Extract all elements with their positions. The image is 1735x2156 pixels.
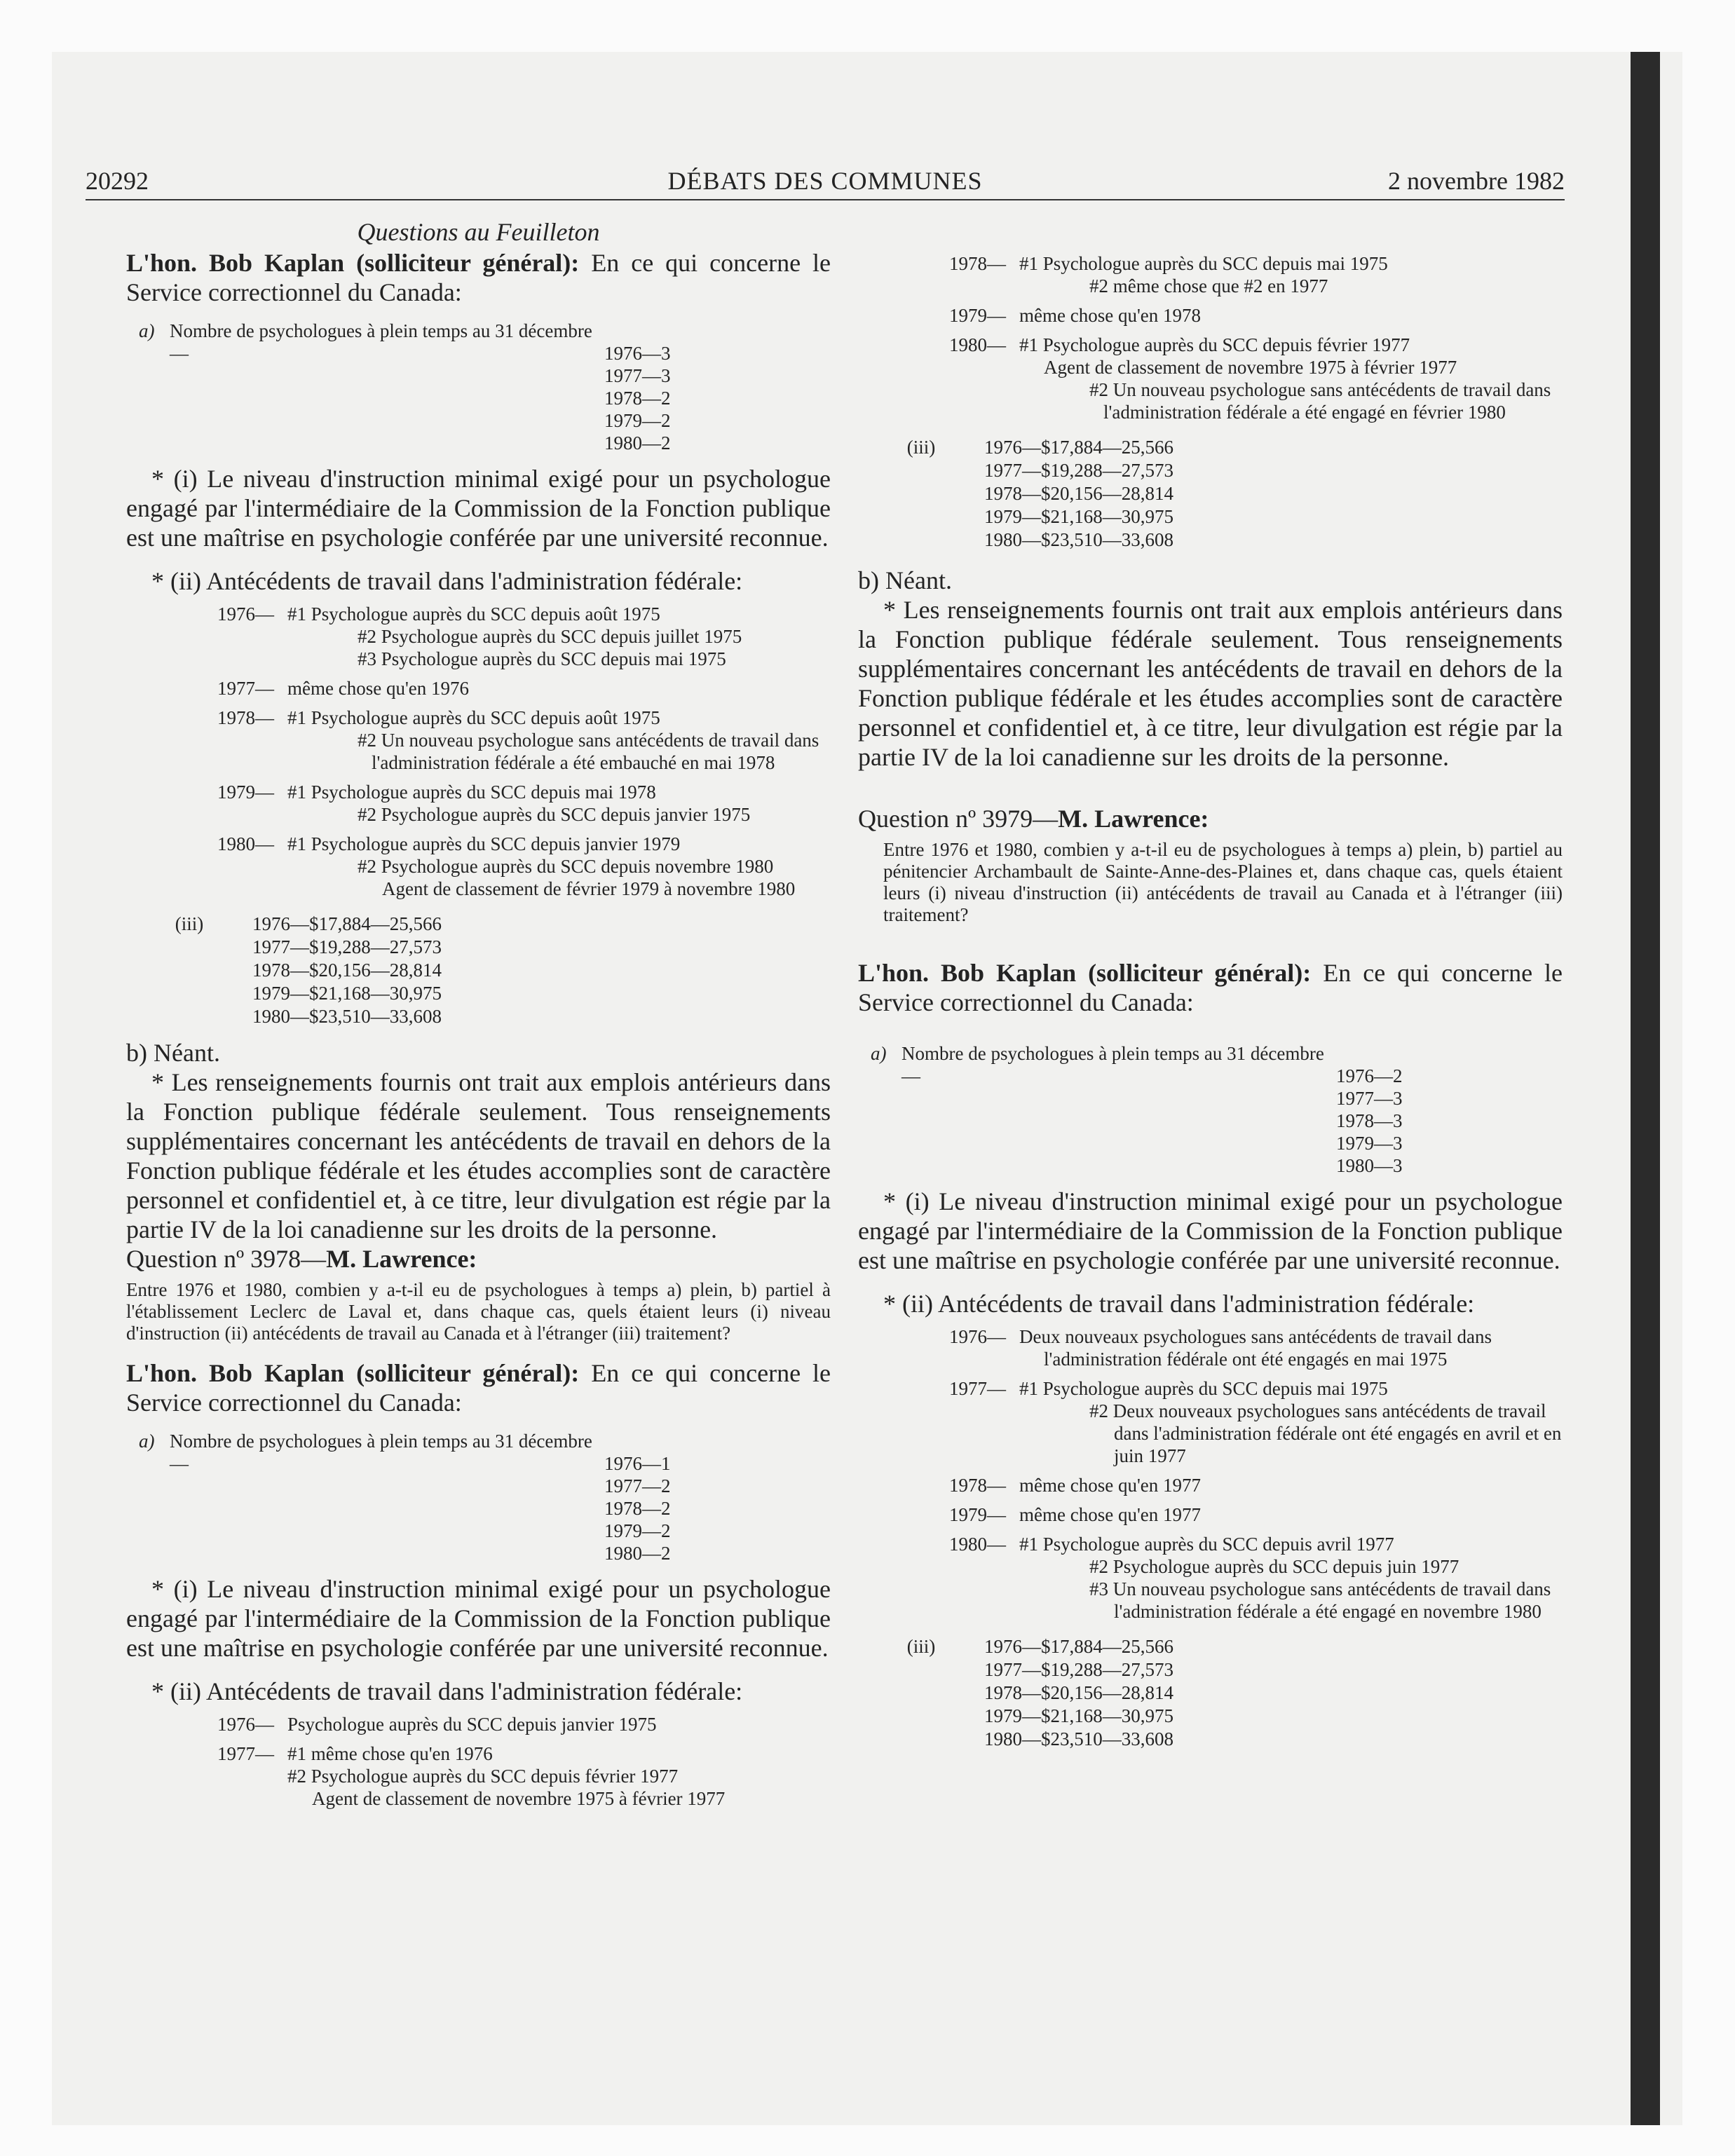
entry-text (287, 1742, 831, 1810)
entry-line: Psychologue auprès du SCC depuis janvier 1975 (287, 1714, 657, 1735)
entry-line: #1 Psychologue auprès du SCC depuis août 1975 (287, 603, 660, 625)
part-ii-entries (217, 603, 831, 900)
entry-line: #2 Psychologue auprès du SCC depuis juin 1977 (1089, 1556, 1460, 1577)
right-column (858, 252, 1563, 1761)
entry-line: #1 Psychologue auprès du SCC depuis janvier 1979 (287, 833, 681, 854)
yearly-counts (604, 1430, 831, 1564)
salary-line: 1978—$20,156—28,814 (252, 960, 442, 981)
entry-year: 1977— (217, 678, 274, 699)
part-ii-heading: * (ii) Antécédents de travail dans l'administration fédérale: (151, 567, 743, 595)
history-entry (949, 1474, 1563, 1496)
entry-line: #1 Psychologue auprès du SCC depuis mai 1975 (1019, 253, 1388, 274)
item-label: a) (139, 1431, 155, 1452)
part-i-paragraph: * (i) Le niveau d'instruction minimal exigé pour un psychologue engagé par l'intermédiaire de la Commission de la Fonction publique est une maîtrise en psychologie conférée par une université reconnue. (126, 1575, 831, 1662)
salary-line: 1976—$17,884—25,566 (252, 913, 442, 934)
entry-text (287, 781, 831, 826)
salary-line: 1977—$19,288—27,573 (252, 936, 442, 957)
part-b: b) Néant. (126, 1039, 220, 1067)
count-line: 1976—2 (1336, 1065, 1403, 1086)
entry-year: 1979— (949, 1504, 1006, 1525)
count-line: 1977—3 (1336, 1088, 1403, 1109)
question-number: Question nº 3978— (126, 1245, 327, 1273)
part-ii-entries-continued (949, 252, 1563, 423)
part-ii-entries (217, 1713, 831, 1810)
history-entry (217, 677, 831, 700)
left-column (126, 217, 831, 1810)
salary-line: 1978—$20,156—28,814 (984, 1682, 1173, 1703)
entry-text (1019, 334, 1563, 423)
footnote-paragraph: * Les renseignements fournis ont trait aux emplois antérieurs dans la Fonction publique fédérale seulement. Tous renseignements supplémentaires concernant les antécédents de travail en dehors de la Fonction publique fédérale et les études accomplies sont de caractère personnel et confidentiel et, à ce titre, leur divulgation est régie par la partie IV de la loi canadienne sur les droits de la personne. (858, 596, 1563, 771)
question-3979-title (858, 804, 1563, 833)
answer-3-part-a (871, 1042, 1563, 1177)
entry-line: Agent de classement de février 1979 à novembre 1980 (382, 878, 796, 899)
entry-year: 1976— (949, 1326, 1006, 1347)
entry-year: 1978— (949, 253, 1006, 274)
history-entry (949, 252, 1563, 297)
history-entry (217, 603, 831, 670)
entry-line: #2 Psychologue auprès du SCC depuis janvier 1975 (358, 804, 751, 825)
salary-line: 1979—$21,168—30,975 (984, 1705, 1173, 1726)
history-entry (949, 304, 1563, 327)
entry-text (1019, 252, 1563, 297)
intro-text: En ce qui concerne le Service correctionnel du Canada: (858, 959, 1563, 1016)
part-i-paragraph: * (i) Le niveau d'instruction minimal exigé pour un psychologue engagé par l'intermédiaire de la Commission de la Fonction publique est une maîtrise en psychologie conférée par une université reconnue. (858, 1187, 1563, 1274)
count-line: 1978—3 (1336, 1110, 1403, 1131)
entry-line: #1 même chose qu'en 1976 (287, 1743, 493, 1764)
part-ii-heading: * (ii) Antécédents de travail dans l'administration fédérale: (151, 1677, 743, 1705)
entry-line: #2 même chose que #2 en 1977 (1089, 275, 1328, 296)
question-number: Question nº 3979— (858, 805, 1059, 833)
salary-line: 1976—$17,884—25,566 (984, 437, 1173, 458)
entry-year: 1980— (949, 1534, 1006, 1555)
entry-line: #1 Psychologue auprès du SCC depuis août 1975 (287, 707, 660, 728)
count-line: 1980—3 (1336, 1155, 1403, 1176)
entry-line: #1 Psychologue auprès du SCC depuis mai 1975 (1019, 1378, 1388, 1399)
count-line: 1979—2 (604, 410, 671, 431)
part-b: b) Néant. (858, 566, 952, 594)
entry-line: #2 Deux nouveaux psychologues sans antécédents de travail dans l'administration fédérale ont été engagés en avril et en juin 1977 (1089, 1400, 1562, 1466)
answer-3-intro (858, 958, 1563, 1017)
entry-line: #1 Psychologue auprès du SCC depuis avril 1977 (1019, 1534, 1394, 1555)
item-text: Nombre de psychologues à plein temps au 31 décembre— (170, 320, 592, 364)
salary-list (252, 913, 831, 1028)
running-head (86, 165, 1565, 196)
salary-line: 1978—$20,156—28,814 (984, 483, 1173, 504)
count-line: 1980—2 (604, 432, 671, 453)
entry-year: 1980— (949, 334, 1006, 355)
part-ii-heading: * (ii) Antécédents de travail dans l'administration fédérale: (883, 1290, 1475, 1318)
salary-list (984, 436, 1563, 552)
part-iii-salaries (858, 1635, 1563, 1751)
history-entry (217, 1742, 831, 1810)
item-text: Nombre de psychologues à plein temps au 31 décembre— (170, 1431, 592, 1474)
salary-line: 1976—$17,884—25,566 (984, 1636, 1173, 1657)
entry-line: Agent de classement de novembre 1975 à février 1977 (1044, 357, 1457, 378)
footnote-paragraph: * Les renseignements fournis ont trait aux emplois antérieurs dans la Fonction publique fédérale seulement. Tous renseignements supplémentaires concernant les antécédents de travail en dehors de la Fonction publique fédérale et les études accomplies sont de caractère personnel et confidentiel et, à ce titre, leur divulgation est régie par la partie IV de la loi canadienne sur les droits de la personne. (126, 1068, 831, 1243)
question-asker: M. Lawrence: (326, 1245, 477, 1273)
part-ii-entries (949, 1325, 1563, 1623)
speaker: L'hon. Bob Kaplan (solliciteur général): (126, 249, 580, 277)
entry-year: 1976— (217, 1714, 274, 1735)
answer-2-intro (126, 1358, 831, 1417)
entry-text (287, 833, 831, 900)
entry-line: #3 Un nouveau psychologue sans antécédents de travail dans l'administration fédérale a été engagé en novembre 1980 (1089, 1578, 1551, 1622)
question-3978-text: Entre 1976 et 1980, combien y a-t-il eu de psychologues à temps a) plein, b) partiel à l'établissement Leclerc de Laval et, dans chaque cas, quels étaient leurs (i) niveau d'instruction (ii) antécédents de travail au Canada et à l'étranger (iii) traitement? (126, 1279, 831, 1344)
part-iii-label: (iii) (906, 437, 936, 458)
entry-year: 1980— (217, 833, 274, 854)
entry-line: Deux nouveaux psychologues sans antécédents de travail dans l'administration fédérale ont été engagés en mai 1975 (1019, 1326, 1492, 1370)
part-i-paragraph: * (i) Le niveau d'instruction minimal exigé pour un psychologue engagé par l'intermédiaire de la Commission de la Fonction publique est une maîtrise en psychologie conférée par une université reconnue. (126, 465, 831, 552)
salary-line: 1979—$21,168—30,975 (984, 506, 1173, 527)
yearly-counts (604, 320, 831, 454)
part-iii-label: (iii) (175, 913, 204, 934)
scan-binding-edge (1631, 52, 1660, 2125)
count-line: 1976—3 (604, 343, 671, 364)
history-entry (217, 707, 831, 774)
history-entry (949, 1325, 1563, 1370)
item-label: a) (871, 1043, 887, 1064)
entry-year: 1977— (949, 1378, 1006, 1399)
question-asker: M. Lawrence: (1058, 805, 1209, 833)
entry-line: même chose qu'en 1977 (1019, 1504, 1202, 1525)
history-entry (949, 1377, 1563, 1467)
publication-title: DÉBATS DES COMMUNES (667, 167, 983, 195)
count-line: 1979—2 (604, 1520, 671, 1541)
count-line: 1977—2 (604, 1475, 671, 1496)
salary-line: 1979—$21,168—30,975 (252, 983, 442, 1004)
question-3979-text: Entre 1976 et 1980, combien y a-t-il eu de psychologues à temps a) plein, b) partiel au pénitencier Archambault de Sainte-Anne-des-Plaines et, dans chaque cas, quels étaient leurs (i) niveau d'instruction (ii) antécédents de travail au Canada et à l'étranger (iii) traitement? (883, 839, 1563, 925)
section-title: Questions au Feuilleton (357, 218, 600, 246)
publication-date: 2 novembre 1982 (1388, 167, 1565, 195)
entry-line: même chose qu'en 1976 (287, 678, 470, 699)
page-number: 20292 (86, 167, 149, 195)
count-line: 1977—3 (604, 365, 671, 386)
history-entry (217, 1713, 831, 1735)
entry-line: #2 Psychologue auprès du SCC depuis février 1977 (287, 1766, 679, 1787)
entry-line: #1 Psychologue auprès du SCC depuis mai 1978 (287, 782, 656, 803)
yearly-counts (1336, 1042, 1563, 1177)
part-iii-salaries (126, 913, 831, 1028)
salary-list (984, 1635, 1563, 1751)
entry-text (287, 707, 831, 774)
entry-line: #2 Psychologue auprès du SCC depuis novembre 1980 (358, 856, 774, 877)
salary-line: 1977—$19,288—27,573 (984, 460, 1173, 481)
entry-year: 1976— (217, 603, 274, 625)
entry-line: #2 Un nouveau psychologue sans antécédents de travail dans l'administration fédérale a été engagé en février 1980 (1089, 379, 1551, 423)
history-entry (217, 781, 831, 826)
count-line: 1976—1 (604, 1453, 671, 1474)
question-3978-title (126, 1244, 831, 1274)
entry-line: #2 Un nouveau psychologue sans antécédents de travail dans l'administration fédérale a été embauché en mai 1978 (358, 730, 819, 773)
entry-line: Agent de classement de novembre 1975 à février 1977 (312, 1788, 726, 1809)
history-entry (949, 1503, 1563, 1526)
entry-year: 1979— (949, 305, 1006, 326)
speaker: L'hon. Bob Kaplan (solliciteur général): (126, 1359, 580, 1387)
entry-line: #2 Psychologue auprès du SCC depuis juillet 1975 (358, 626, 742, 647)
item-label: a) (139, 320, 155, 341)
item-text: Nombre de psychologues à plein temps au 31 décembre— (901, 1043, 1324, 1086)
entry-year: 1977— (217, 1743, 274, 1764)
history-entry (949, 334, 1563, 423)
salary-line: 1980—$23,510—33,608 (984, 529, 1173, 550)
entry-year: 1978— (217, 707, 274, 728)
count-line: 1979—3 (1336, 1133, 1403, 1154)
answer-1-intro (126, 248, 831, 307)
entry-year: 1978— (949, 1475, 1006, 1496)
entry-line: #1 Psychologue auprès du SCC depuis février 1977 (1019, 334, 1410, 355)
answer-2-part-a (139, 1430, 831, 1564)
count-line: 1978—2 (604, 388, 671, 409)
part-iii-salaries (858, 436, 1563, 552)
intro-text: En ce qui concerne le Service correctionnel du Canada: (126, 249, 831, 306)
count-line: 1980—2 (604, 1543, 671, 1564)
speaker: L'hon. Bob Kaplan (solliciteur général): (858, 959, 1312, 987)
header-rule (86, 199, 1565, 200)
entry-line: #3 Psychologue auprès du SCC depuis mai 1975 (358, 648, 726, 669)
salary-line: 1980—$23,510—33,608 (252, 1006, 442, 1027)
entry-year: 1979— (217, 782, 274, 803)
entry-text (287, 603, 831, 670)
entry-text (1019, 1377, 1563, 1467)
part-iii-label: (iii) (906, 1636, 936, 1657)
entry-text (1019, 1533, 1563, 1623)
history-entry (217, 833, 831, 900)
salary-line: 1980—$23,510—33,608 (984, 1728, 1173, 1749)
history-entry (949, 1533, 1563, 1623)
answer-1-part-a (139, 320, 831, 454)
count-line: 1978—2 (604, 1498, 671, 1519)
intro-text: En ce qui concerne le Service correctionnel du Canada: (126, 1359, 831, 1417)
salary-line: 1977—$19,288—27,573 (984, 1659, 1173, 1680)
entry-line: même chose qu'en 1977 (1019, 1475, 1202, 1496)
entry-line: même chose qu'en 1978 (1019, 305, 1202, 326)
